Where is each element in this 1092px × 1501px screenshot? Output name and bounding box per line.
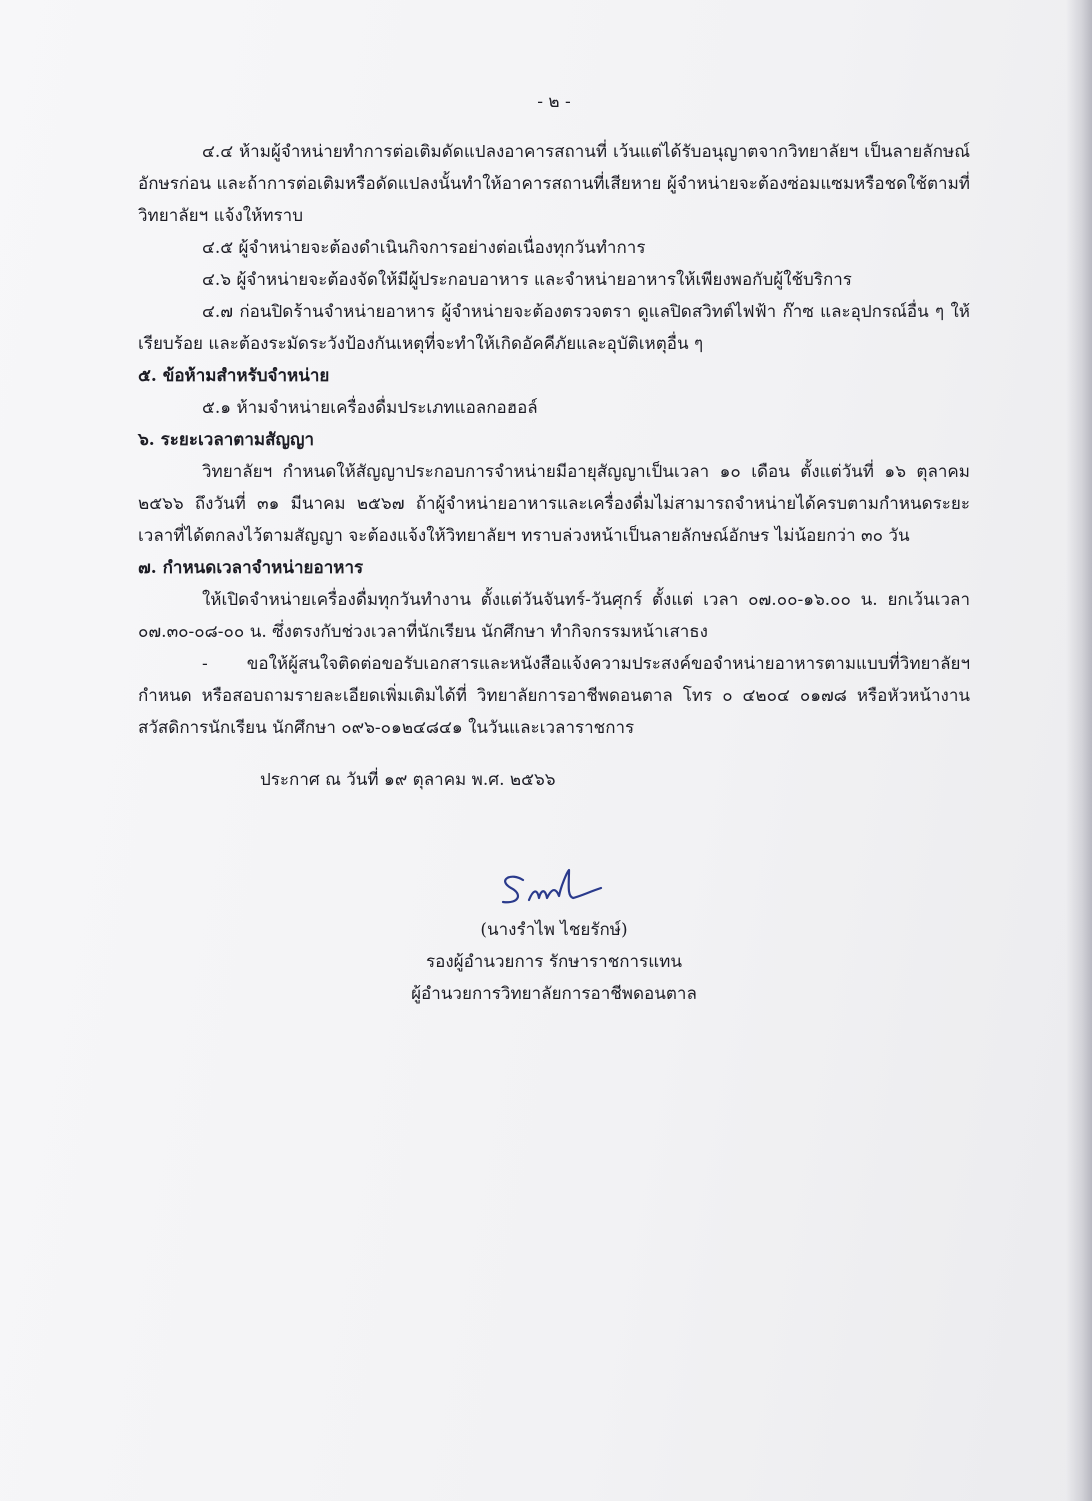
clause-4-7: ๔.๗ ก่อนปิดร้านจำหน่ายอาหาร ผู้จำหน่ายจะต้องตรวจตรา ดูแลปิดสวิทต์ไฟฟ้า ก๊าซ และอุปกรณ์อื่น ๆ ให้เรียบร้อย และต้องระมัดระวังป้องกันเหตุที่จะทำให้เกิดอัคคีภัยและอุบัติเหตุอื่น ๆ: [138, 302, 970, 354]
signature-block: [138, 866, 970, 1010]
clause-4-4: ๔.๔ ห้ามผู้จำหน่ายทำการต่อเติมดัดแปลงอาคารสถานที่ เว้นแต่ได้รับอนุญาตจากวิทยาลัยฯ เป็นลายลักษณ์อักษรก่อน และถ้าการต่อเติมหรือดัดแปลงนั้นทำให้อาคารสถานที่เสียหาย ผู้จำหน่ายจะต้องซ่อมแซมหรือชดใช้ตามที่วิทยาลัยฯ แจ้งให้ทราบ: [138, 142, 970, 226]
section-7-heading: ๗. กำหนดเวลาจำหน่ายอาหาร: [138, 558, 364, 578]
clause-4-5: ๔.๕ ผู้จำหน่ายจะต้องดำเนินกิจการอย่างต่อเนื่องทุกวันทำการ: [202, 238, 646, 258]
section-7-body: ให้เปิดจำหน่ายเครื่องดื่มทุกวันทำงาน ตั้งแต่วันจันทร์-วันศุกร์ ตั้งแต่ เวลา ๐๗.๐๐-๑๖.๐๐ น. ยกเว้นเวลา ๐๗.๓๐-๐๘-๐๐ น. ซึ่งตรงกับช่วงเวลาที่นักเรียน นักศึกษา ทำกิจกรรมหน้าเสาธง: [138, 590, 970, 642]
contact-paragraph: - ขอให้ผู้สนใจติดต่อขอรับเอกสารและหนังสือแจ้งความประสงค์ขอจำหน่ายอาหารตามแบบที่วิทยาลัยฯ กำหนด หรือสอบถามรายละเอียดเพิ่มเติมได้ที่ วิทยาลัยการอาชีพดอนตาล โทร ๐ ๔๒๐๔ ๐๑๗๘ หรือหัวหน้างานสวัสดิการนักเรียน นักศึกษา ๐๙๖-๐๑๒๔๘๔๑ ในวันและเวลาราชการ: [138, 654, 970, 738]
signatory-position-1: รองผู้อำนวยการ รักษาราชการแทน: [425, 952, 682, 972]
page-edge-shadow: [1066, 0, 1092, 1501]
section-6-heading: ๖. ระยะเวลาตามสัญญา: [138, 430, 314, 450]
announcement-date: ประกาศ ณ วันที่ ๑๙ ตุลาคม พ.ศ. ๒๕๖๖: [260, 770, 556, 790]
section-6-body: วิทยาลัยฯ กำหนดให้สัญญาประกอบการจำหน่ายมีอายุสัญญาเป็นเวลา ๑๐ เดือน ตั้งแต่วันที่ ๑๖ ตุลาคม ๒๕๖๖ ถึงวันที่ ๓๑ มีนาคม ๒๕๖๗ ถ้าผู้จำหน่ายอาหารและเครื่องดื่มไม่สามารถจำหน่ายได้ครบตามกำหนดระยะเวลาที่ได้ตกลงไว้ตามสัญญา จะต้องแจ้งให้วิทยาลัยฯ ทราบล่วงหน้าเป็นลายลักษณ์อักษร ไม่น้อยกว่า ๓๐ วัน: [138, 462, 970, 546]
document-body: [138, 86, 970, 1010]
signatory-position-2: ผู้อำนวยการวิทยาลัยการอาชีพดอนตาล: [411, 984, 697, 1004]
clause-4-6: ๔.๖ ผู้จำหน่ายจะต้องจัดให้มีผู้ประกอบอาหาร และจำหน่ายอาหารให้เพียงพอกับผู้ใช้บริการ: [202, 270, 852, 290]
section-5-heading: ๕. ข้อห้ามสำหรับจำหน่าย: [138, 366, 330, 386]
signatory-name: (นางรำไพ ไชยรักษ์): [480, 920, 628, 940]
page-number: - ๒ -: [537, 92, 571, 112]
clause-5-1: ๕.๑ ห้ามจำหน่ายเครื่องดื่มประเภทแอลกอฮอล์: [202, 398, 538, 418]
handwritten-signature-icon: [489, 866, 619, 912]
